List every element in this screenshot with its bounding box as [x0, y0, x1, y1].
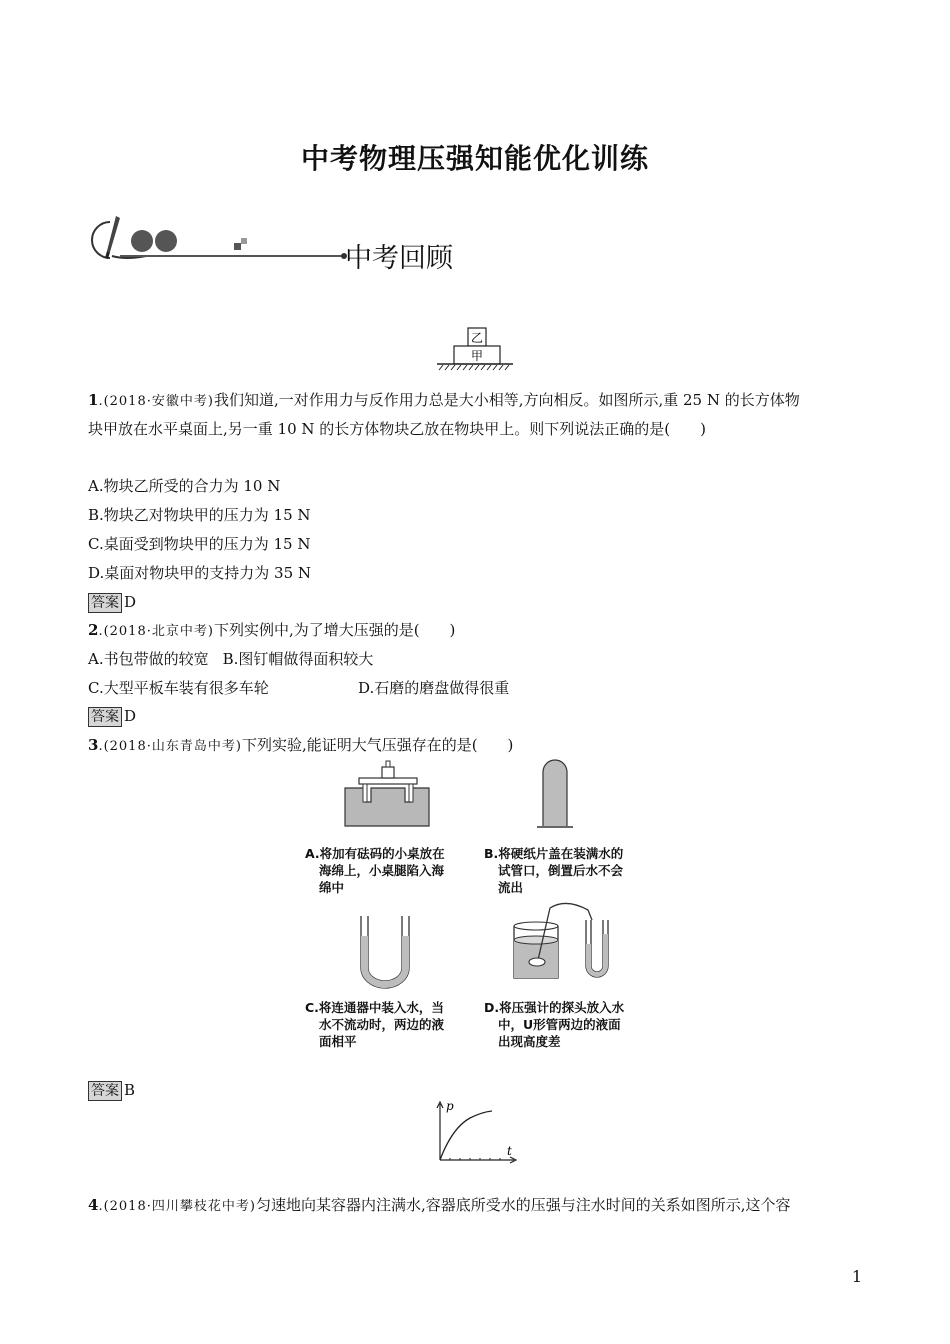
q1-option-d: D.桌面对物块甲的支持力为 35 N	[88, 564, 312, 582]
q1-text-1: 我们知道,一对作用力与反作用力总是大小相等,方向相反。如图所示,重 25 N 的长方体物	[213, 391, 800, 409]
q3-caption-b: B.将硬纸片盖在装满水的 试管口，倒置后水不会 流出	[484, 846, 624, 895]
q2-option-c: C.大型平板车装有很多车轮	[88, 679, 269, 697]
u-tube-figure	[355, 914, 415, 990]
block-yi-label: 乙	[470, 331, 484, 345]
q1-number: 1	[88, 391, 99, 409]
q2-option-d: D.石磨的磨盘做得很重	[358, 679, 510, 697]
q1-option-c: C.桌面受到物块甲的压力为 15 N	[88, 535, 311, 553]
answer-tag: 答案	[88, 1081, 122, 1101]
y-axis-label: p	[446, 1099, 454, 1113]
block-jia-label: 甲	[470, 349, 484, 363]
q2-answer	[88, 705, 868, 727]
q1-source: .(2018·安徽中考)	[98, 394, 214, 409]
q3-text: 下列实验,能证明大气压强存在的是( )	[241, 736, 514, 754]
block-figure	[435, 326, 515, 376]
q3-source: .(2018·山东青岛中考)	[98, 739, 242, 754]
q3-caption-a: A.将加有砝码的小桌放在 海绵上，小桌腿陷入海 绵中	[305, 846, 445, 895]
q2-number: 2	[88, 621, 99, 639]
q3-caption-c: C.将连通器中装入水，当 水不流动时，两边的液 面相平	[305, 1000, 445, 1049]
page-title: 中考物理压强知能优化训练	[300, 142, 649, 175]
section-header-decoration	[86, 212, 356, 270]
q4-number: 4	[88, 1196, 99, 1214]
weight-block	[382, 767, 394, 778]
q1-option-b: B.物块乙对物块甲的压力为 15 N	[88, 506, 311, 524]
brush-icon	[92, 216, 120, 259]
q2-text: 下列实例中,为了增大压强的是( )	[213, 621, 456, 639]
q1-answer	[88, 591, 868, 613]
answer-tag: 答案	[88, 707, 122, 727]
pressure-curve	[440, 1111, 492, 1160]
q1-answer-value: D	[124, 593, 137, 611]
q3-caption-d: D.将压强计的探头放入水 中，U形管两边的液面 出现高度差	[484, 1000, 625, 1049]
q1-option-a: A.物块乙所受的合力为 10 N	[88, 477, 281, 495]
q4-stem	[88, 1194, 868, 1218]
test-tube-figure	[535, 758, 575, 830]
q4-source: .(2018·四川攀枝花中考)	[98, 1199, 256, 1214]
q3-stem	[88, 734, 868, 758]
pressure-gauge-figure	[510, 900, 615, 990]
answer-tag: 答案	[88, 593, 122, 613]
q4-text: 匀速地向某容器内注满水,容器底所受水的压强与注水时间的关系如图所示,这个容	[255, 1196, 791, 1214]
q3-answer-value: B	[124, 1081, 136, 1099]
probe	[529, 958, 545, 966]
q2-options-ab	[88, 648, 868, 670]
q3-number: 3	[88, 736, 99, 754]
q1-stem-line2: 块甲放在水平桌面上,另一重 10 N 的长方体物块乙放在物块甲上。则下列说法正确的是( )	[88, 420, 706, 438]
x-axis-label: t	[507, 1144, 512, 1158]
q2-source: .(2018·北京中考)	[98, 624, 214, 639]
q2-stem	[88, 619, 868, 643]
q2-answer-value: D	[124, 707, 137, 725]
pressure-time-graph	[430, 1098, 520, 1168]
section-title: 中考回顾	[345, 243, 453, 274]
page-number: 1	[851, 1267, 862, 1286]
q2-option-b: B.图钉帽做得面积较大	[222, 650, 374, 668]
q1-stem-line1	[88, 389, 868, 413]
sponge-table-figure	[343, 758, 433, 830]
q2-option-a: A.书包带做的较宽	[88, 650, 209, 668]
